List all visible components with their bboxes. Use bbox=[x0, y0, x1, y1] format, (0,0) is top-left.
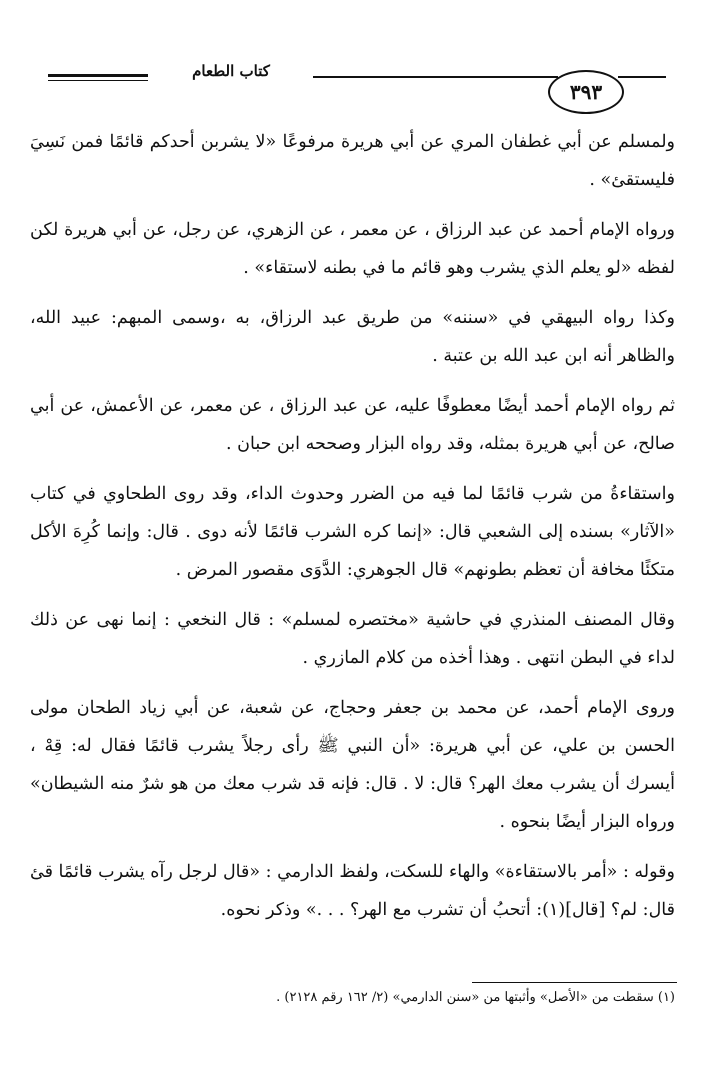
paragraph: وقوله : «أمر بالاستقاءة» والهاء للسكت، ولفظ الدارمي : «قال لرجل رآه يشرب قائمًا قئ قال: لم؟ [قال](١): أتحبُ أن تشرب مع الهر؟ . . .» وذكر نحوه. bbox=[30, 862, 675, 920]
book-title: كتاب الطعام bbox=[192, 62, 270, 80]
paragraph: ورواه الإمام أحمد عن عبد الرزاق ، عن معمر ، عن الزهري، عن رجل، عن أبي هريرة لكن لفظه «لو يعلم الذي يشرب وهو قائم ما في بطنه لاستقاء» . bbox=[30, 220, 675, 278]
footnote: (١) سقطت من «الأصل» وأثبتها من «سنن الدارمي» (٢/ ١٦٢ رقم ٢١٢٨) . bbox=[276, 990, 675, 1005]
paragraph: ولمسلم عن أبي غطفان المري عن أبي هريرة مرفوعًا «لا يشربن أحدكم قائمًا فمن نَسِيَ فليستقئ» . bbox=[30, 132, 675, 190]
page-body bbox=[30, 123, 675, 941]
paragraph: وكذا رواه البيهقي في «سننه» من طريق عبد الرزاق، به ،وسمى المبهم: عبيد الله، والظاهر أنه ابن عبد الله بن عتبة . bbox=[30, 308, 675, 366]
header-rule-left bbox=[48, 74, 148, 81]
paragraph: ثم رواه الإمام أحمد أيضًا معطوفًا عليه، عن عبد الرزاق ، عن معمر، عن الأعمش، عن أبي صالح، عن أبي هريرة بمثله، وقد رواه البزار وصححه ابن حبان . bbox=[30, 396, 675, 454]
paragraph: واستقاءةُ من شرب قائمًا لما فيه من الضرر وحدوث الداء، وقد روى الطحاوي في كتاب «الآثار» بسنده إلى الشعبي قال: «إنما كره الشرب قائمًا لأنه دوى . قال: وإنما كُرِهَ الأكل متكئًا مخافة أن تعظم بطونهم» قال الجوهري: الدَّوَى مقصور المرض . bbox=[30, 484, 675, 580]
header-rule-right bbox=[618, 76, 666, 78]
page-header bbox=[28, 62, 678, 102]
header-rule-middle bbox=[313, 76, 558, 78]
paragraph: وقال المصنف المنذري في حاشية «مختصره لمسلم» : قال النخعي : إنما نهى عن ذلك لداء في البطن انتهى . وهذا أخذه من كلام المازري . bbox=[30, 610, 675, 668]
page-number: ٣٩٣ bbox=[548, 70, 624, 114]
paragraph: وروى الإمام أحمد، عن محمد بن جعفر وحجاج، عن شعبة، عن أبي زياد الطحان مولى الحسن بن علي، عن أبي هريرة: «أن النبي ﷺ رأى رجلاً يشرب قائمًا فقال له: قِهْ ، أيسرك أن يشرب معك الهر؟ قال: لا . قال: فإنه قد شرب معك من هو شرٌ منه الشيطان» ورواه البزار أيضًا بنحوه . bbox=[30, 698, 675, 832]
footnote-divider bbox=[472, 982, 677, 983]
